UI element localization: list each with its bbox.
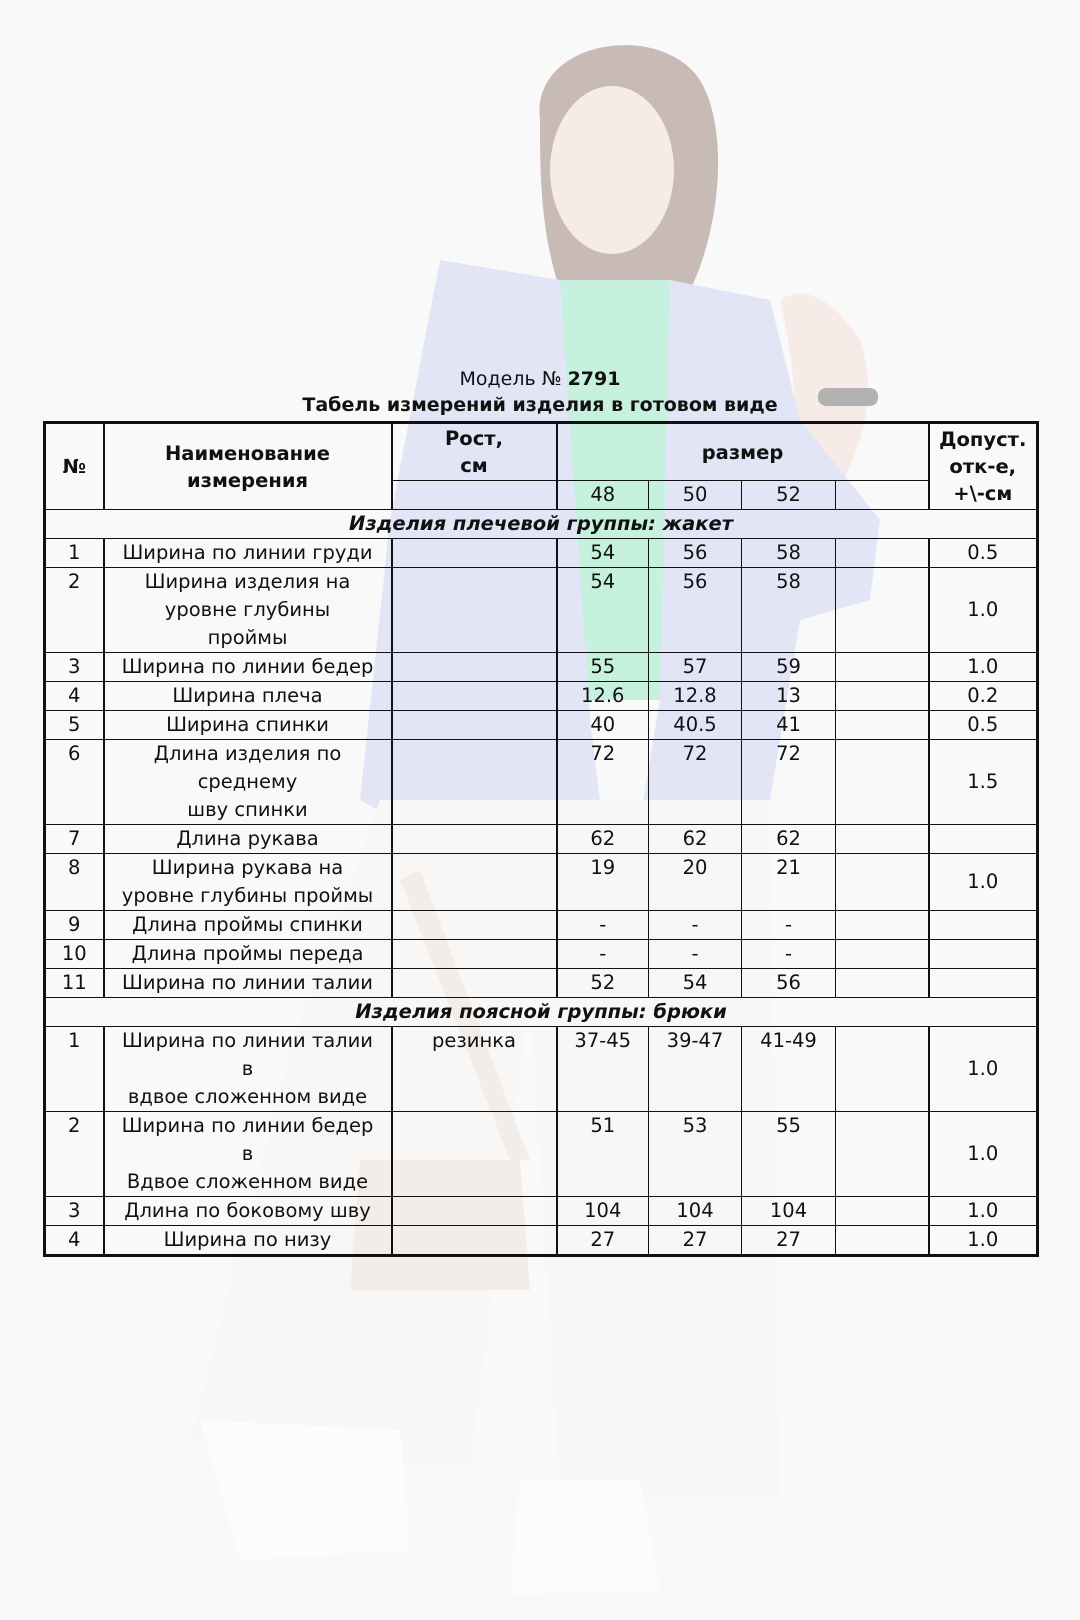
tolerance-value: 1.0 <box>929 1226 1038 1256</box>
tolerance-value: 0.5 <box>929 711 1038 740</box>
height-value <box>392 568 557 653</box>
measurement-name-line: уровне глубины <box>164 598 331 621</box>
height-value <box>392 682 557 711</box>
section-row <box>45 510 1038 539</box>
size-52-value: 72 <box>742 740 836 825</box>
measurement-name <box>104 653 392 682</box>
height-value <box>392 854 557 911</box>
section-row <box>45 998 1038 1027</box>
measurement-name-line: уровне глубины проймы <box>121 884 374 907</box>
measurement-name <box>104 568 392 653</box>
size-52-value: 27 <box>742 1226 836 1256</box>
table-row <box>45 1226 1038 1256</box>
row-number: 11 <box>45 969 104 998</box>
size-48-value: 37-45 <box>557 1027 649 1112</box>
table-row <box>45 1027 1038 1112</box>
size-extra-value <box>836 825 929 854</box>
size-48-header: 48 <box>557 481 649 510</box>
table-row <box>45 911 1038 940</box>
model-number: 2791 <box>567 368 621 390</box>
measurement-name-line: в <box>241 1057 254 1080</box>
size-48-value: 52 <box>557 969 649 998</box>
size-extra-value <box>836 568 929 653</box>
col-height-header <box>392 423 557 481</box>
row-number: 3 <box>45 653 104 682</box>
height-value <box>392 539 557 568</box>
section-title: Изделия плечевой группы: жакет <box>45 510 1038 539</box>
size-48-value: 54 <box>557 539 649 568</box>
size-52-value: 41-49 <box>742 1027 836 1112</box>
table-row <box>45 1112 1038 1197</box>
size-52-value: - <box>742 911 836 940</box>
tolerance-value: 1.0 <box>929 854 1038 911</box>
size-50-value: 20 <box>649 854 742 911</box>
row-number: 4 <box>45 682 104 711</box>
col-name-line-2: измерения <box>187 468 308 492</box>
size-48-value: 51 <box>557 1112 649 1197</box>
size-50-value: 57 <box>649 653 742 682</box>
size-48-value: 19 <box>557 854 649 911</box>
tolerance-value <box>929 825 1038 854</box>
measurement-name-line: Вдвое сложенном виде <box>126 1170 369 1193</box>
row-number: 2 <box>45 1112 104 1197</box>
col-height-sub <box>392 481 557 510</box>
height-value: резинка <box>392 1027 557 1112</box>
size-extra-value <box>836 969 929 998</box>
size-52-value: 58 <box>742 568 836 653</box>
size-extra-value <box>836 740 929 825</box>
size-50-value: - <box>649 940 742 969</box>
measurement-name <box>104 854 392 911</box>
measurement-name-line: Длина проймы спинки <box>132 913 363 936</box>
measurement-name-line: Длина проймы переда <box>131 942 364 965</box>
size-50-value: 53 <box>649 1112 742 1197</box>
measurement-name <box>104 969 392 998</box>
tolerance-value: 1.5 <box>929 740 1038 825</box>
size-extra-value <box>836 940 929 969</box>
col-tol-line-1: Допуст. <box>939 428 1027 451</box>
measurement-name <box>104 1226 392 1256</box>
table-subtitle: Табель измерений изделия в готовом виде <box>302 394 778 416</box>
table-row <box>45 539 1038 568</box>
size-52-value: 21 <box>742 854 836 911</box>
size-48-value: 27 <box>557 1226 649 1256</box>
col-tolerance-header <box>929 423 1038 510</box>
row-number: 4 <box>45 1226 104 1256</box>
size-48-value: 55 <box>557 653 649 682</box>
size-48-value: - <box>557 940 649 969</box>
size-52-value: 13 <box>742 682 836 711</box>
measurement-name-line: Ширина по линии груди <box>122 541 373 564</box>
measurement-name-line: Ширина по линии талии <box>122 971 373 994</box>
col-height-line-2: см <box>460 454 488 477</box>
row-number: 9 <box>45 911 104 940</box>
measurement-name-line: в <box>241 1142 254 1165</box>
height-value <box>392 1112 557 1197</box>
size-extra-value <box>836 911 929 940</box>
measurement-name-line: Ширина спинки <box>166 713 329 736</box>
tolerance-value: 1.0 <box>929 568 1038 653</box>
size-48-value: - <box>557 911 649 940</box>
height-value <box>392 940 557 969</box>
row-number: 3 <box>45 1197 104 1226</box>
col-tol-line-3: +\-см <box>953 482 1013 505</box>
height-value <box>392 711 557 740</box>
size-48-value: 72 <box>557 740 649 825</box>
measurement-name-line: Длина рукава <box>176 827 319 850</box>
table-row <box>45 711 1038 740</box>
size-52-value: 55 <box>742 1112 836 1197</box>
size-52-value: - <box>742 940 836 969</box>
measurement-name-line: Ширина по линии бедер <box>121 655 374 678</box>
height-value <box>392 740 557 825</box>
tolerance-value <box>929 940 1038 969</box>
size-52-value: 41 <box>742 711 836 740</box>
measurement-name-line: вдвое сложенном виде <box>127 1085 368 1108</box>
table-row <box>45 682 1038 711</box>
measurement-name <box>104 711 392 740</box>
table-row <box>45 825 1038 854</box>
measurement-name-line: Ширина по низу <box>163 1228 332 1251</box>
height-value <box>392 911 557 940</box>
measurement-name <box>104 1027 392 1112</box>
size-extra-value <box>836 854 929 911</box>
row-number: 1 <box>45 539 104 568</box>
table-row <box>45 940 1038 969</box>
size-48-value: 40 <box>557 711 649 740</box>
size-52-value: 58 <box>742 539 836 568</box>
size-52-header: 52 <box>742 481 836 510</box>
row-number: 5 <box>45 711 104 740</box>
col-num-header: № <box>45 423 104 510</box>
measurement-name-line: Длина по боковому шву <box>124 1199 371 1222</box>
height-value <box>392 653 557 682</box>
size-52-value: 62 <box>742 825 836 854</box>
size-50-value: 56 <box>649 568 742 653</box>
size-extra-value <box>836 1027 929 1112</box>
size-extra-header <box>836 481 929 510</box>
table-row <box>45 969 1038 998</box>
size-52-value: 104 <box>742 1197 836 1226</box>
height-value <box>392 969 557 998</box>
tolerance-value: 0.2 <box>929 682 1038 711</box>
measurement-name-line: Длина изделия по <box>153 742 342 765</box>
size-extra-value <box>836 1197 929 1226</box>
section-title: Изделия поясной группы: брюки <box>45 998 1038 1027</box>
tolerance-value: 1.0 <box>929 1197 1038 1226</box>
size-50-value: 27 <box>649 1226 742 1256</box>
height-value <box>392 825 557 854</box>
tolerance-value <box>929 911 1038 940</box>
row-number: 10 <box>45 940 104 969</box>
tolerance-value <box>929 969 1038 998</box>
measurement-name <box>104 682 392 711</box>
measurement-name-line: Ширина изделия на <box>144 570 351 593</box>
header-row-1 <box>45 423 1038 481</box>
size-50-value: 54 <box>649 969 742 998</box>
row-number: 1 <box>45 1027 104 1112</box>
measurement-name <box>104 539 392 568</box>
size-extra-value <box>836 682 929 711</box>
tolerance-value: 1.0 <box>929 1112 1038 1197</box>
size-52-value: 56 <box>742 969 836 998</box>
measurement-name-line: среднему <box>197 770 298 793</box>
col-name-line-1: Наименование <box>164 441 331 465</box>
size-50-value: 72 <box>649 740 742 825</box>
size-extra-value <box>836 1226 929 1256</box>
size-extra-value <box>836 539 929 568</box>
col-tol-line-2: отк-е, <box>949 455 1017 478</box>
col-height-line-1: Рост, <box>445 427 503 450</box>
tolerance-value: 0.5 <box>929 539 1038 568</box>
size-50-value: 56 <box>649 539 742 568</box>
size-extra-value <box>836 711 929 740</box>
size-50-value: - <box>649 911 742 940</box>
col-size-header: размер <box>557 423 929 481</box>
row-number: 6 <box>45 740 104 825</box>
size-extra-value <box>836 653 929 682</box>
measurement-name <box>104 825 392 854</box>
measurement-name-line: Ширина рукава на <box>151 856 344 879</box>
tolerance-value: 1.0 <box>929 653 1038 682</box>
row-number: 2 <box>45 568 104 653</box>
size-50-value: 40.5 <box>649 711 742 740</box>
size-48-value: 12.6 <box>557 682 649 711</box>
measurement-name <box>104 1112 392 1197</box>
height-value <box>392 1226 557 1256</box>
row-number: 7 <box>45 825 104 854</box>
size-50-value: 12.8 <box>649 682 742 711</box>
tolerance-value: 1.0 <box>929 1027 1038 1112</box>
measurement-name-line: проймы <box>207 626 288 649</box>
document-header <box>0 366 1080 418</box>
measurement-name <box>104 911 392 940</box>
col-name-header <box>104 423 392 510</box>
table-row <box>45 568 1038 653</box>
measurement-name-line: Ширина по линии талии <box>122 1029 373 1052</box>
row-number: 8 <box>45 854 104 911</box>
table-row <box>45 653 1038 682</box>
height-value <box>392 1197 557 1226</box>
size-50-value: 104 <box>649 1197 742 1226</box>
measurement-name <box>104 1197 392 1226</box>
model-prefix: Модель № <box>459 368 562 390</box>
size-48-value: 54 <box>557 568 649 653</box>
measurement-name-line: Ширина плеча <box>172 684 323 707</box>
table-row <box>45 1197 1038 1226</box>
measurement-name <box>104 740 392 825</box>
table-row <box>45 740 1038 825</box>
measurement-name-line: Ширина по линии бедер <box>121 1114 374 1137</box>
size-50-value: 62 <box>649 825 742 854</box>
measurement-name <box>104 940 392 969</box>
size-52-value: 59 <box>742 653 836 682</box>
measurement-name-line: шву спинки <box>187 798 308 821</box>
size-50-header: 50 <box>649 481 742 510</box>
size-extra-value <box>836 1112 929 1197</box>
size-48-value: 62 <box>557 825 649 854</box>
table-row <box>45 854 1038 911</box>
size-48-value: 104 <box>557 1197 649 1226</box>
measurement-table <box>43 421 1039 1257</box>
model-line <box>0 366 1080 392</box>
size-50-value: 39-47 <box>649 1027 742 1112</box>
